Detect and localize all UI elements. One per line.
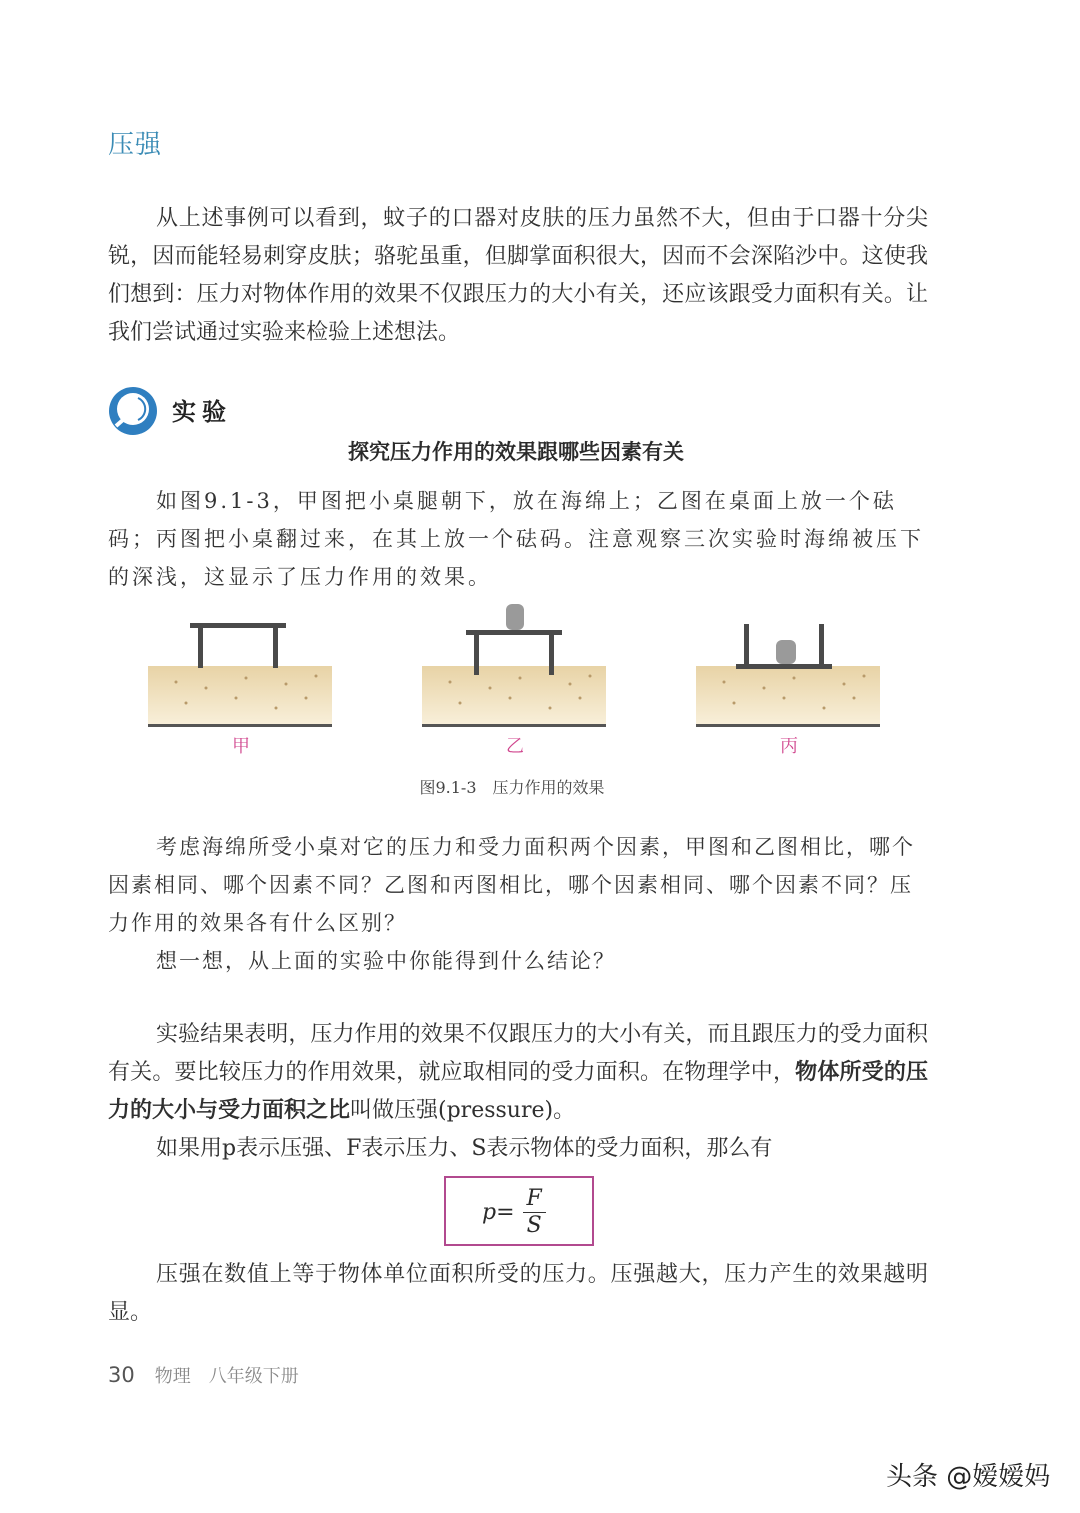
section-title: 压强 [108,130,163,160]
figure-panel-bing [694,598,884,758]
closing-paragraph: 压强在数值上等于物体单位面积所受的压力。压强越大，压力产生的效果越明显。 [108,1262,928,1325]
figure-panel-jia [146,598,336,758]
experiment-description: 如图9.1-3，甲图把小桌腿朝下，放在海绵上；乙图在桌面上放一个砝码；丙图把小桌翻过来，在其上放一个砝码。注意观察三次实验时海绵被压下的深浅，这显示了压力作用的效果。 [108,489,924,589]
figure-caption: 图9.1-3 压力作用的效果 [419,778,605,797]
conclusion-text: 实验结果表明，压力作用的效果不仅跟压力的大小有关，而且跟压力的受力面积有关。要比较压力的作用效果，就应取相同的受力面积。在物理学中， [108,1022,928,1085]
formula-box [444,1176,594,1246]
page-number: 30 [108,1363,135,1387]
page-footer [108,1362,299,1388]
question-paragraph: 考虑海绵所受小桌对它的压力和受力面积两个因素，甲图和乙图相比，哪个因素相同、哪个因素不同？乙图和丙图相比，哪个因素相同、哪个因素不同？压力作用的效果各有什么区别？ [108,835,915,935]
figure-label-bing: 丙 [780,736,798,757]
footer-subject: 物理 [154,1366,191,1387]
experiment-label: 实验 [172,398,232,426]
figure-panel-yi [420,598,610,758]
formula-denominator: S [526,1213,542,1238]
symbols-line: 如果用p表示压强、F表示压力、S表示物体的受力面积，那么有 [156,1136,773,1161]
watermark: 头条 @嫒嫒妈 [886,1462,1051,1492]
conclusion-text-after: 叫做压强(pressure)。 [350,1098,576,1123]
magnifier-icon [108,386,158,436]
think-question: 想一想，从上面的实验中你能得到什么结论？ [156,949,616,973]
pressure-definition: 物体所受的压力的大小与受力面积之比 [108,1060,928,1123]
formula-lhs: p= [482,1200,515,1225]
formula-numerator: F [523,1186,546,1213]
conclusion-paragraph [108,1016,928,1130]
figure-label-jia: 甲 [232,736,250,757]
footer-grade: 八年级下册 [208,1366,299,1387]
figure-label-yi: 乙 [506,736,524,757]
pressure-formula [482,1186,546,1239]
experiment-subtitle: 探究压力作用的效果跟哪些因素有关 [348,440,684,464]
intro-paragraph: 从上述事例可以看到，蚊子的口器对皮肤的压力虽然不大，但由于口器十分尖锐，因而能轻易刺穿皮肤；骆驼虽重，但脚掌面积很大，因而不会深陷沙中。这使我们想到：压力对物体作用的效果不仅跟压力的大小有关，还应该跟受力面积有关。让我们尝试通过实验来检验上述想法。 [108,206,928,345]
